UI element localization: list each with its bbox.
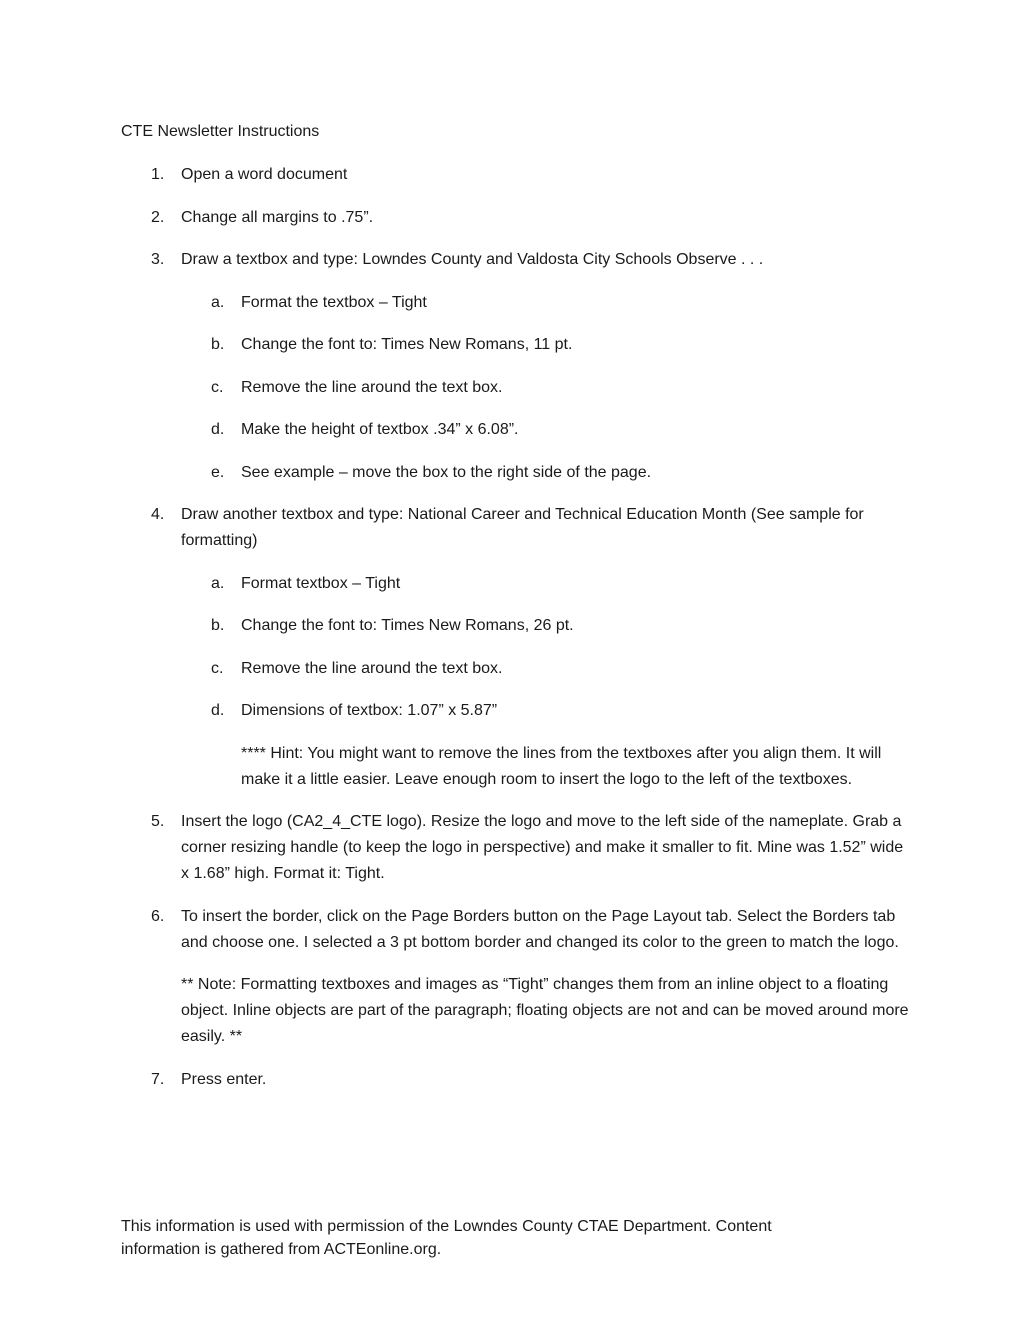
step-3-substep-d <box>121 417 911 443</box>
substep-text: See example – move the box to the right side of the page. <box>241 463 652 481</box>
step-6 <box>121 904 911 956</box>
substep-letter: d. <box>211 421 225 438</box>
step-number: 7. <box>151 1070 165 1088</box>
substep-text: Make the height of textbox .34” x 6.08”. <box>241 421 519 438</box>
step-3-substep-e <box>121 460 911 486</box>
substep-text: Remove the line around the text box. <box>241 378 503 396</box>
step-4-substep-d <box>121 698 911 724</box>
substep-text: Format the textbox – Tight <box>241 293 427 311</box>
step-number: 4. <box>151 506 165 523</box>
step-4-substep-b <box>121 613 911 639</box>
step-7 <box>121 1067 911 1093</box>
step-number: 3. <box>151 251 165 268</box>
substep-letter: b. <box>211 617 225 634</box>
step-number: 6. <box>151 907 165 925</box>
step-4-substep-a <box>121 571 911 597</box>
substep-text: Format textbox – Tight <box>241 574 401 592</box>
substep-text: Dimensions of textbox: 1.07” x 5.87” <box>241 702 498 719</box>
instruction-list <box>121 162 911 1109</box>
step-text: Draw another textbox and type: National Career and Technical Education Month (See sample for formatting) <box>181 506 864 549</box>
step-3-substep-c <box>121 375 911 401</box>
step-text: Draw a textbox and type: Lowndes County and Valdosta City Schools Observe . . . <box>181 251 764 268</box>
step-3 <box>121 247 911 273</box>
substep-text: Change the font to: Times New Romans, 26 pt. <box>241 617 574 634</box>
step-4 <box>121 502 911 554</box>
step-5 <box>121 809 911 887</box>
step-number: 2. <box>151 208 165 226</box>
substep-text: Remove the line around the text box. <box>241 659 503 677</box>
step-text: To insert the border, click on the Page Borders button on the Page Layout tab. Select the Borders tab and choose one. I selected a 3 pt bottom border and changed its color to the green to match the logo. <box>181 907 899 951</box>
document-title: CTE Newsletter Instructions <box>121 123 320 140</box>
substep-letter: a. <box>211 574 225 592</box>
substep-letter: c. <box>211 378 224 396</box>
step-text: Open a word document <box>181 166 348 183</box>
substep-letter: a. <box>211 293 225 311</box>
step-2 <box>121 205 911 231</box>
step-3-substep-a <box>121 290 911 316</box>
step-text: Press enter. <box>181 1070 267 1088</box>
step-3-substep-b <box>121 332 911 358</box>
step-text: Insert the logo (CA2_4_CTE logo). Resize the logo and move to the left side of the nameplate. Grab a corner resizing handle (to keep the logo in perspective) and make it smaller to fit. Mine was 1.52” wide x 1.68” high. Format it: Tight. <box>181 813 904 882</box>
hint-paragraph: **** Hint: You might want to remove the lines from the textboxes after you align them. It will make it a little easier. Leave enough room to insert the logo to the left of the textboxes. <box>241 744 882 788</box>
step-1 <box>121 162 911 188</box>
substep-letter: d. <box>211 702 225 719</box>
substep-text: Change the font to: Times New Romans, 11 pt. <box>241 336 573 353</box>
step-4-substep-c <box>121 656 911 682</box>
substep-letter: c. <box>211 659 224 677</box>
substep-letter: b. <box>211 336 225 353</box>
step-number: 1. <box>151 166 165 183</box>
substep-letter: e. <box>211 463 225 481</box>
footer-credit: This information is used with permission of the Lowndes County CTAE Department. Content information is gathered from ACTEonline.org. <box>121 1218 772 1258</box>
step-text: Change all margins to .75”. <box>181 208 374 226</box>
note-paragraph: ** Note: Formatting textboxes and images as “Tight” changes them from an inline object to a floating object. Inline objects are part of the paragraph; floating objects are not and can be moved around more easily. ** <box>181 976 909 1045</box>
step-number: 5. <box>151 813 165 830</box>
